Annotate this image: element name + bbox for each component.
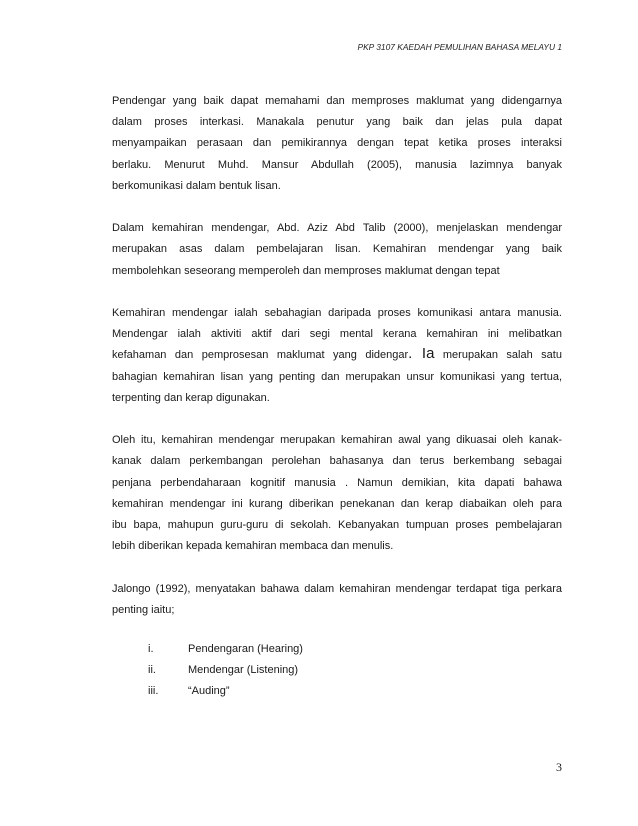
list-item-text: Pendengaran (Hearing) bbox=[188, 643, 303, 656]
paragraph-3 bbox=[112, 303, 562, 409]
text-line: Pendengar yang baik dapat memahami dan memproses maklumat yang didengarnya bbox=[112, 95, 562, 107]
text-line: membolehkan seseorang memperoleh dan memproses maklumat dengan tepat bbox=[112, 264, 500, 277]
text-line: Jalongo (1992), menyatakan bahawa dalam kemahiran mendengar terdapat tiga perkara bbox=[112, 582, 562, 595]
large-text-segment: . Ia bbox=[408, 345, 435, 363]
text-line: Kemahiran mendengar ialah sebahagian daripada proses komunikasi antara manusia. bbox=[112, 307, 562, 319]
body-text bbox=[112, 91, 562, 703]
paragraph-5 bbox=[112, 579, 562, 621]
text-line: lebih diberikan kepada kemahiran membaca dan menulis. bbox=[112, 540, 394, 553]
text-line: menyampaikan perasaan dan pemikirannya dengan tepat ketika proses interaksi bbox=[112, 137, 562, 150]
text-line: penjana perbendaharaan kognitif manusia . Namun demikian, kita dapati bahawa bbox=[112, 476, 562, 489]
list-item bbox=[112, 681, 562, 702]
text-line: berlaku. Menurut Muhd. Mansur Abdullah (2005), manusia lazimnya banyak bbox=[112, 158, 562, 171]
text-line: dalam proses interkasi. Manakala penutur yang baik dan jelas pula dapat bbox=[112, 116, 562, 129]
running-header: PKP 3107 KAEDAH PEMULIHAN BAHASA MELAYU 1 bbox=[357, 42, 562, 52]
text-line: penting iaitu; bbox=[112, 603, 175, 616]
paragraph-2 bbox=[112, 218, 562, 282]
text-line: kemahiran mendengar ini kurang diberikan penekanan dan kerap diabaikan oleh para bbox=[112, 497, 562, 510]
text-line: bahagian kemahiran lisan yang penting dan merupakan unsur komunikasi yang tertua, bbox=[112, 370, 562, 383]
text-line: merupakan asas dalam pembelajaran lisan. Kemahiran mendengar yang baik bbox=[112, 243, 562, 256]
list-item-text: “Auding” bbox=[188, 685, 230, 698]
text-line: berkomunikasi dalam bentuk lisan. bbox=[112, 179, 281, 192]
list-item-number: ii. bbox=[148, 664, 156, 677]
text-line: Oleh itu, kemahiran mendengar merupakan kemahiran awal yang dikuasai oleh kanak- bbox=[112, 434, 562, 447]
text-line: Mendengar ialah aktiviti aktif dari segi mental kerana kemahiran ini melibatkan bbox=[112, 328, 562, 341]
paragraph-1 bbox=[112, 91, 562, 197]
text-line: Dalam kemahiran mendengar, Abd. Aziz Abd Talib (2000), menjelaskan mendengar bbox=[112, 222, 562, 235]
text-line: ibu bapa, mahupun guru-guru di sekolah. Kebanyakan tumpuan proses pembelajaran bbox=[112, 519, 562, 532]
numbered-list bbox=[112, 639, 562, 703]
list-item bbox=[112, 660, 562, 681]
paragraph-4 bbox=[112, 430, 562, 557]
page-number: 3 bbox=[556, 760, 562, 774]
list-item-number: i. bbox=[148, 643, 154, 656]
text-line-mixed bbox=[112, 345, 562, 366]
text-line: kanak dalam perkembangan perolehan bahasanya dan terus berkembang sebagai bbox=[112, 455, 562, 468]
text-line: terpenting dan kerap digunakan. bbox=[112, 391, 270, 404]
list-item bbox=[112, 639, 562, 660]
text-segment: merupakan salah satu bbox=[434, 349, 562, 362]
text-segment: kefahaman dan pemprosesan maklumat yang didengar bbox=[112, 349, 409, 362]
list-item-number: iii. bbox=[148, 685, 159, 698]
list-item-text: Mendengar (Listening) bbox=[188, 664, 299, 677]
